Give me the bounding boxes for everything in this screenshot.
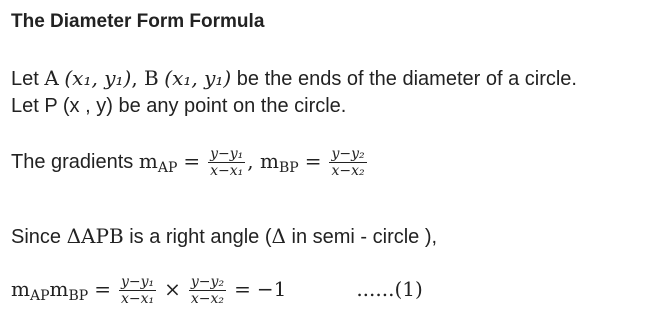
point-a-label: A [44,66,59,90]
point-b-label: B [144,66,159,90]
right-angle-text: is a right angle ( [123,226,272,248]
semicircle-text: in semi - circle ), [285,226,438,248]
delta-symbol: Δ [271,224,286,248]
m-symbol: m [260,148,279,173]
product-fraction-2 [189,274,226,307]
fraction-ap-numerator: y−y₁ [210,146,244,162]
equals-sign: = [183,148,201,173]
fraction-ap [208,146,245,179]
diameter-text: be the ends of the diameter of a circle. [231,68,577,90]
right-angle-line [11,224,437,249]
since-text: Since [11,226,67,248]
m-symbol: m [138,148,158,173]
product-equation-line [11,274,423,307]
point-a-coords: (x₁, y₁) [64,66,132,90]
bp-subscript: BP [278,159,299,176]
times-sign: × [164,276,181,301]
statement-line-1 [11,66,577,91]
point-b-coords: (x₁, y₁) [164,66,232,90]
product-fraction-2-numerator: y−y₂ [190,274,225,290]
gradients-lead: The gradients [11,150,139,173]
let-text: Let [11,68,45,90]
gradient-m-ap [138,148,178,176]
bp-subscript: BP [68,287,89,304]
equation-number: ......(1) [356,276,423,301]
product-fraction-2-denominator: x−x₂ [190,291,225,307]
m-symbol: m [49,276,69,301]
equals-sign: = [234,276,251,301]
statement-line-2: Let P (x , y) be any point on the circle. [11,95,347,117]
m-symbol: m [11,276,30,301]
product-fraction-1-denominator: x−x₁ [120,291,155,307]
fraction-bp-denominator: x−x₂ [331,163,365,179]
gradients-line [11,146,369,179]
separator: , [247,148,261,173]
product-fraction-1-numerator: y−y₁ [120,274,155,290]
fraction-bp-numerator: y−y₂ [331,146,365,162]
ap-subscript: AP [29,287,50,304]
triangle-apb: ΔAPB [66,224,124,248]
gradient-m-bp [260,148,299,176]
fraction-bp [329,146,366,179]
product-result: −1 [256,276,287,301]
equals-sign: = [304,148,322,173]
gradient-product [11,276,89,304]
product-fraction-1 [119,274,156,307]
page-title: The Diameter Form Formula [11,11,265,32]
fraction-ap-denominator: x−x₁ [210,163,244,179]
equals-sign: = [94,276,111,301]
ap-subscript: AP [157,159,178,176]
comma-text: , [131,66,145,90]
